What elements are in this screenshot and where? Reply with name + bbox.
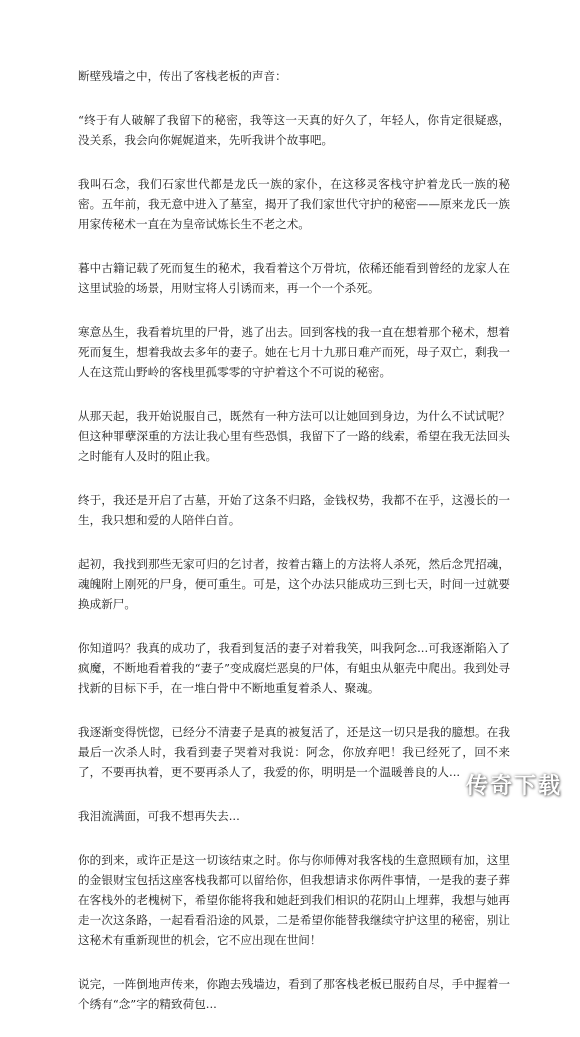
watermark-logo: 传奇下载 bbox=[465, 774, 562, 799]
paragraph-1: 断壁残墙之中，传出了客栈老板的声音： bbox=[78, 69, 287, 83]
paragraph-9: 你知道吗？我真的成功了，我看到复活的妻子对着我笑，叫我阿念...可我逐渐陷入了疯魔，不断地看着我的“妻子”变成腐烂恶臭的尸体，有蛆虫从躯壳中爬出。我到处寻找新的目标下手，在一堆白骨中不断地重复着杀人、聚魂。 bbox=[78, 641, 510, 695]
paragraph-6: 从那天起，我开始说服自己，既然有一种方法可以让她回到身边，为什么不试试呢？但这种罪孽深重的方法让我心里有些恐惧，我留下了一路的线索，希望在我无法回头之时能有人及时的阻止我。 bbox=[78, 409, 510, 463]
paragraph-5: 寒意丛生，我看着坑里的尸骨，逃了出去。回到客栈的我一直在想着那个秘术，想着死而复生，想着我故去多年的妻子。她在七月十九那日难产而死，母子双亡，剩我一人在这荒山野岭的客栈里孤零零的守护着这个不可说的秘密。 bbox=[78, 325, 510, 379]
paragraph-10: 我逐渐变得恍惚，已经分不清妻子是真的被复活了，还是这一切只是我的臆想。在我最后一次杀人时，我看到妻子哭着对我说：阿念，你放弃吧！我已经死了，回不来了，不要再执着，更不要再杀人了，我爱的你，明明是一个温暖善良的人... bbox=[78, 725, 510, 779]
paragraph-8: 起初，我找到那些无家可归的乞讨者，按着古籍上的方法将人杀死，然后念咒招魂，魂魄附上刚死的尸身，便可重生。可是，这个办法只能成功三到七天，时间一过就要换成新尸。 bbox=[78, 557, 510, 611]
paragraph-7: 终于，我还是开启了古墓，开始了这条不归路，金钱权势，我都不在乎，这漫长的一生，我只想和爱的人陪伴白首。 bbox=[78, 493, 510, 527]
paragraph-3: 我叫石念，我们石家世代都是龙氏一族的家仆，在这移灵客栈守护着龙氏一族的秘密。五年前，我无意中进入了墓室，揭开了我们家世代守护的秘密——原来龙氏一族用家传秘术一直在为皇帝试炼长生不老之术。 bbox=[78, 177, 510, 231]
paragraph-2: “终于有人破解了我留下的秘密，我等这一天真的好久了，年轻人，你肯定很疑惑，没关系，我会向你娓娓道来，先听我讲个故事吧。 bbox=[78, 113, 510, 147]
paragraph-4: 暮中古籍记载了死而复生的秘术，我看着这个万骨坑，依稀还能看到曾经的龙家人在这里试验的场景，用财宝将人引诱而来，再一个一个杀死。 bbox=[78, 261, 510, 295]
paragraph-11: 我泪流满面，可我不想再失去... bbox=[78, 809, 240, 823]
paragraph-13: 说完，一阵倒地声传来，你跑去残墙边，看到了那客栈老板已服药自尽，手中握着一个绣有“念”字的精致荷包... bbox=[78, 977, 510, 1011]
document-body bbox=[78, 66, 510, 1037]
paragraph-12: 你的到来，或许正是这一切该结束之时。你与你师傅对我客栈的生意照顾有加，这里的金银财宝包括这座客栈我都可以留给你，但我想请求你两件事情，一是我的妻子葬在客栈外的老槐树下，希望你能将我和她赶到我们相识的花阴山上埋葬，我想与她再走一次这条路，一起看看沿途的风景，二是希望你能替我继续守护这里的秘密，别让这秘术有重新现世的机会，它不应出现在世间！ bbox=[78, 853, 510, 947]
